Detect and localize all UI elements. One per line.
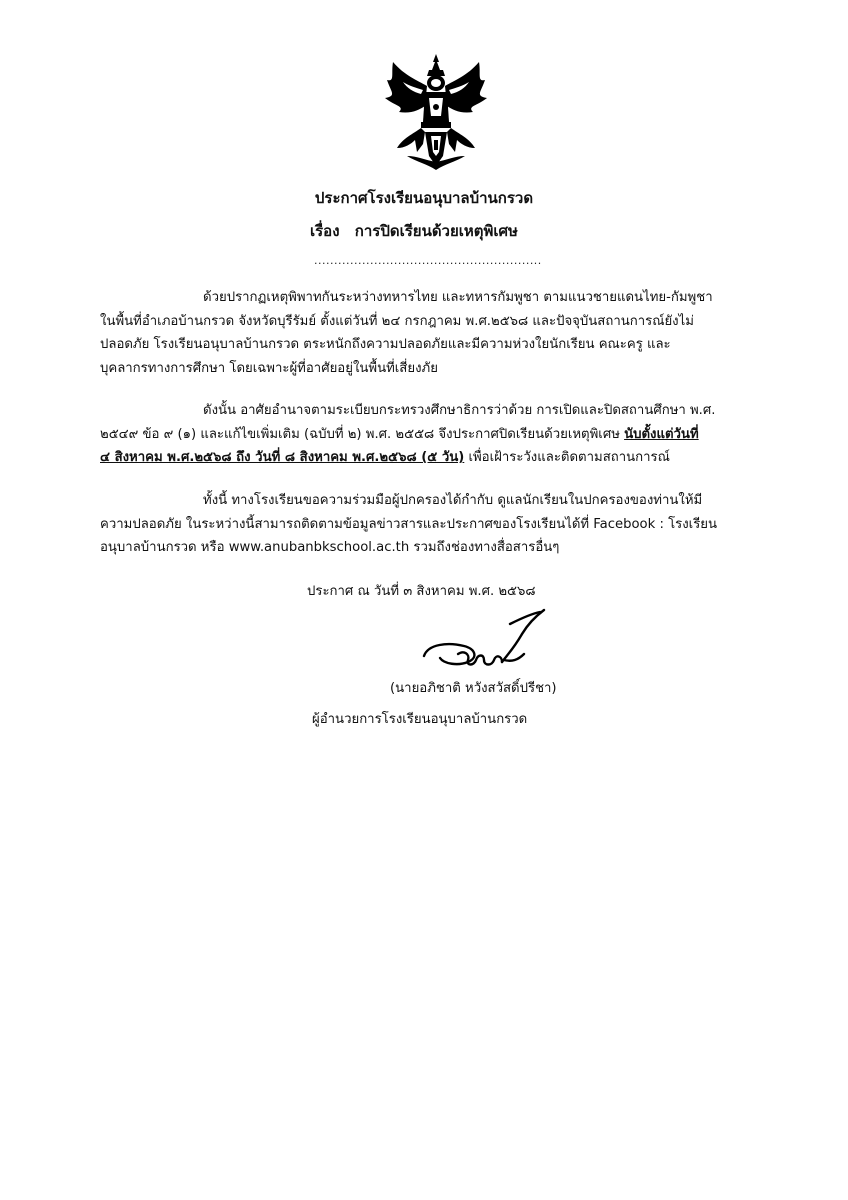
paragraph-2 <box>100 399 750 470</box>
signer-name: (นายอภิชาติ หวังสวัสดิ์ปรีชา) <box>390 681 557 696</box>
paragraph-3-line: ความปลอดภัย ในระหว่างนี้สามารถติดตามข้อมูลข่าวสารและประกาศของโรงเรียนได้ที่ Facebook : โรงเรียน <box>100 516 718 532</box>
closure-dates: ๔ สิงหาคม พ.ศ.๒๕๖๘ ถึง วันที่ ๘ สิงหาคม พ.ศ.๒๕๖๘ (๕ วัน) <box>100 450 465 466</box>
paragraph-1 <box>100 286 750 380</box>
garuda-emblem-icon <box>377 52 495 172</box>
paragraph-1-line: ด้วยปรากฏเหตุพิพาทกันระหว่างทหารไทย และทหารกัมพูชา ตามแนวชายแดนไทย-กัมพูชา <box>203 290 713 305</box>
divider-dots: ......................................................... <box>314 254 542 267</box>
closure-purpose: เพื่อเฝ้าระวังและติดตามสถานการณ์ <box>464 450 670 466</box>
paragraph-1-line: ปลอดภัย โรงเรียนอนุบาลบ้านกรวด ตระหนักถึงความปลอดภัยและมีความห่วงใยนักเรียน คณะครู และ <box>100 337 671 353</box>
paragraph-2-line <box>100 446 750 470</box>
announcement-date: ประกาศ ณ วันที่ ๓ สิงหาคม พ.ศ. ๒๕๖๘ <box>307 584 536 599</box>
paragraph-3-line: อนุบาลบ้านกรวด หรือ www.anubanbkschool.ac.th รวมถึงช่องทางสื่อสารอื่นๆ <box>100 540 560 556</box>
subject-label: เรื่อง <box>310 222 340 240</box>
paragraph-1-line: บุคลากรทางการศึกษา โดยเฉพาะผู้ที่อาศัยอยู่ในพื้นที่เสี่ยงภัย <box>100 360 438 376</box>
announcement-title: ประกาศโรงเรียนอนุบาลบ้านกรวด <box>314 189 534 207</box>
signer-position: ผู้อำนวยการโรงเรียนอนุบาลบ้านกรวด <box>312 712 528 727</box>
announcement-subject <box>310 219 518 243</box>
closure-statement: ๒๕๔๙ ข้อ ๙ (๑) และแก้ไขเพิ่มเติม (ฉบับที่ ๒) พ.ศ. ๒๕๕๘ จึงประกาศปิดเรียนด้วยเหตุพิเศษ <box>100 426 625 442</box>
paragraph-2-line: ดังนั้น อาศัยอำนาจตามระเบียบกระทรวงศึกษาธิการว่าด้วย การเปิดและปิดสถานศึกษา พ.ศ. <box>203 403 716 418</box>
paragraph-3-line: ทั้งนี้ ทางโรงเรียนขอความร่วมมือผู้ปกครองได้กำกับ ดูแลนักเรียนในปกครองของท่านให้มี <box>203 493 703 508</box>
subject-text: การปิดเรียนด้วยเหตุพิเศษ <box>354 222 518 240</box>
closure-start-phrase: นับตั้งแต่วันที่ <box>624 426 699 442</box>
paragraph-2-line <box>100 423 750 447</box>
paragraph-1-line: ในพื้นที่อำเภอบ้านกรวด จังหวัดบุรีรัมย์ ตั้งแต่วันที่ ๒๔ กรกฎาคม พ.ศ.๒๕๖๘ และปัจจุบันสถานการณ์ยังไม่ <box>100 313 694 329</box>
paragraph-3 <box>100 489 750 560</box>
handwritten-signature <box>418 604 558 674</box>
